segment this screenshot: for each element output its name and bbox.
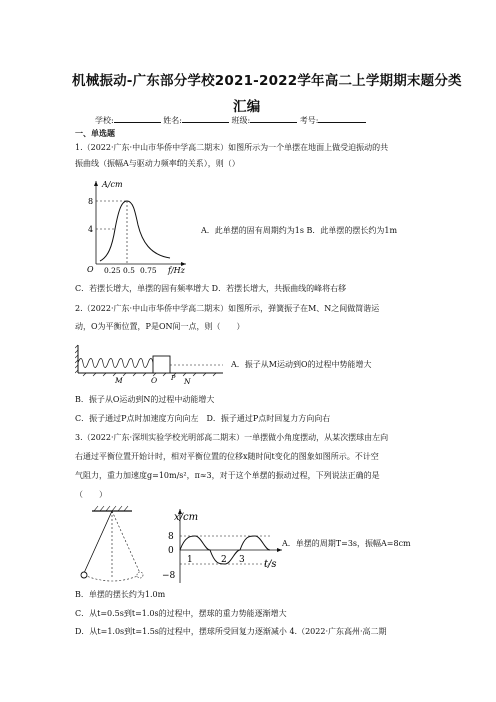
q3-option-a: A．单摆的周期T=3s，振幅A=8cm <box>282 539 411 548</box>
name-blank[interactable] <box>182 114 229 123</box>
q1-x-tick-025: 0.25 <box>104 266 121 275</box>
q1-stem-line1: 1.（2022·广东·中山市华侨中学高二期末）如图所示为一个单摆在地面上做受迫振动的共 <box>75 143 389 152</box>
q1-options-c-d: C．若摆长增大，单摆的固有频率增大 D．若摆长增大，共振曲线的峰将右移 <box>75 284 347 293</box>
q3-y-tick-8: 8 <box>168 532 174 542</box>
exam-no-label: 考号: <box>299 116 319 125</box>
q1-y-tick-4: 4 <box>88 225 94 234</box>
q2-options-c-d: C．振子通过P点时加速度方向向左 D．振子通过P点时回复力方向向右 <box>75 414 331 423</box>
q2-spring-oscillator-figure <box>75 343 225 385</box>
class-label: 班级: <box>231 116 251 125</box>
q3-stem-line4: （ ） <box>75 490 107 499</box>
q3-x-tick-3: 3 <box>239 555 245 565</box>
q1-stem-line2: 振曲线（振幅A与驱动力频率f的关系），则（） <box>75 159 240 168</box>
doc-title-line2: 汇编 <box>233 99 261 115</box>
school-blank[interactable] <box>114 114 161 123</box>
section-heading: 一、单选题 <box>75 128 115 138</box>
q3-y-tick-0: 0 <box>168 546 174 556</box>
q3-stem-line2: 右通过平衡位置开始计时，相对平衡位置的位移x随时间t变化的图象如图所示。不计空 <box>75 452 379 461</box>
q3-y-tick-neg8: −8 <box>162 571 176 581</box>
q2-label-P: P <box>171 374 176 382</box>
student-info-line <box>95 114 366 126</box>
school-label: 学校: <box>95 116 114 125</box>
q3-y-axis-label: x/cm <box>174 512 199 523</box>
q2-label-O: O <box>151 376 158 385</box>
q2-stem-line1: 2.（2022·广东·中山市华侨中学高二期末）如图所示，弹簧振子在M、N之间做简谐运 <box>75 304 380 313</box>
q1-y-axis-label: A/cm <box>102 180 123 189</box>
q1-x-axis-label: f/Hz <box>168 266 185 275</box>
q3-pendulum-figure <box>72 505 152 587</box>
q3-x-tick-2: 2 <box>221 555 227 565</box>
q2-stem-line2: 动，O为平衡位置，P是ON间一点，则（ ） <box>75 322 245 331</box>
q3-option-c: C．从t=0.5s到t=1.0s的过程中，摆球的重力势能逐渐增大 <box>75 609 287 618</box>
q2-option-a: A．振子从M运动到O的过程中势能增大 <box>231 360 372 369</box>
q2-label-N: N <box>184 377 191 385</box>
q2-label-M: M <box>115 376 123 385</box>
q3-x-axis-label: t/s <box>264 559 277 570</box>
q1-x-tick-075: 0.75 <box>140 266 157 275</box>
name-label: 姓名: <box>163 116 182 125</box>
q1-resonance-curve-figure <box>82 177 192 275</box>
q1-y-tick-8: 8 <box>88 197 94 206</box>
q3-stem-line3: 气阻力，重力加速度g=10m/s²，π≈3，对于这个单摆的振动过程，下列说法正确的是 <box>75 471 380 480</box>
doc-title-line1: 机械振动-广东部分学校2021-2022学年高二上学期期末题分类 <box>72 73 462 89</box>
exam-no-blank[interactable] <box>318 114 366 123</box>
q3-x-tick-1: 1 <box>187 555 193 565</box>
class-blank[interactable] <box>250 114 297 123</box>
q3-stem-line1: 3.（2022·广东·深圳实验学校光明部高二期末）一单摆做小角度摆动，从某次摆球由左向 <box>75 433 389 442</box>
q3-displacement-time-graph <box>160 507 285 585</box>
q1-x-tick-05: 0.5 <box>123 266 135 275</box>
q2-option-b: B．振子从O运动到N的过程中动能增大 <box>75 395 215 404</box>
q1-origin-label: O <box>87 265 94 274</box>
q3-option-d: D．从t=1.0s到t=1.5s的过程中，摆球所受回复力逐渐减小 4.（2022·广东高州·高二期 <box>75 627 387 636</box>
q1-options-a-b: A．此单摆的固有周期约为1s B．此单摆的摆长约为1m <box>201 226 398 235</box>
q3-option-b: B．单摆的摆长约为1.0m <box>75 590 166 599</box>
